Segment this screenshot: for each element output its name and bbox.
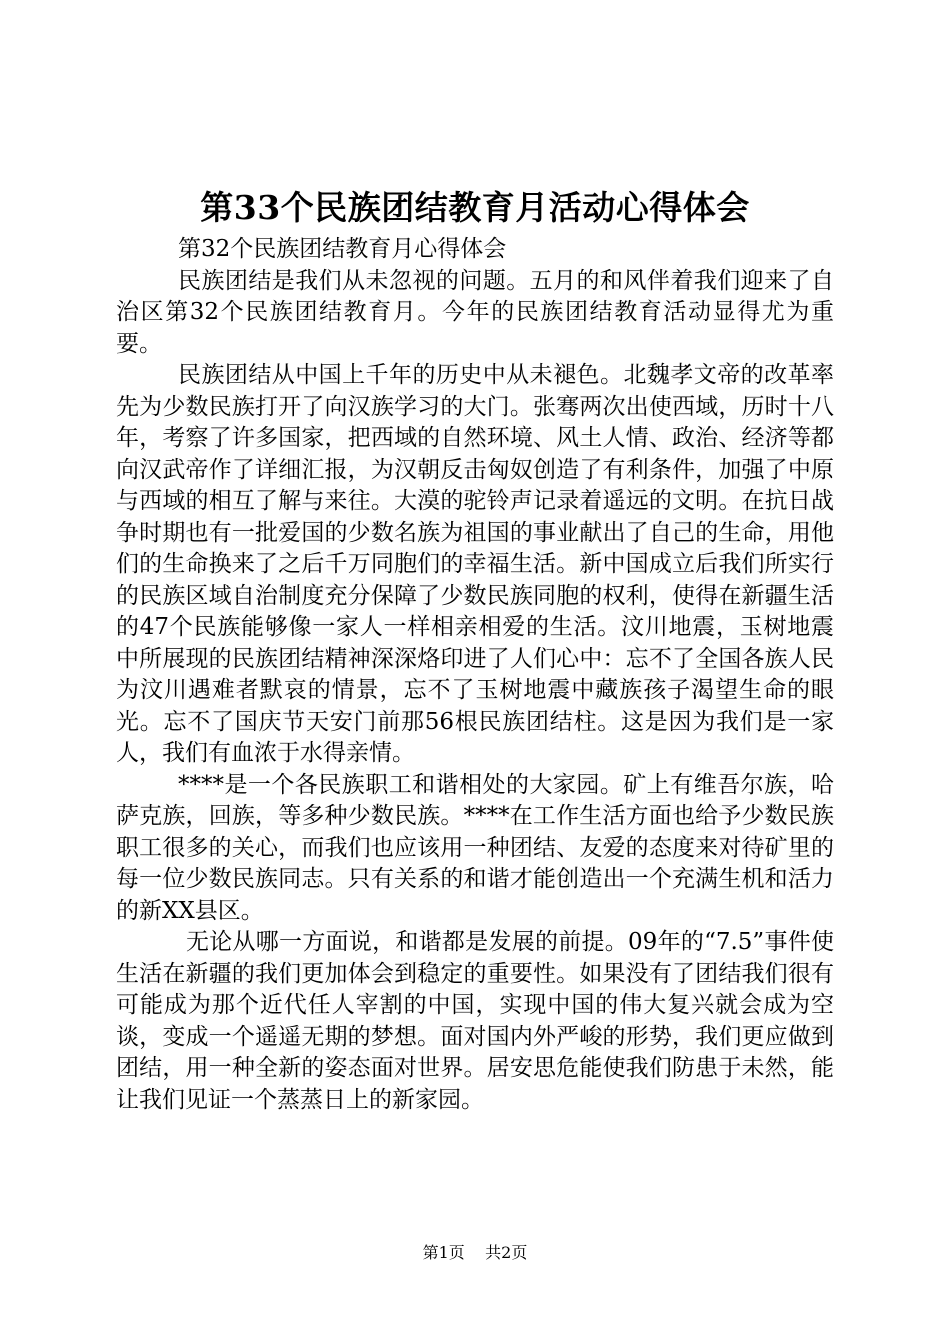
document-subtitle: 第32个民族团结教育月心得体会 <box>178 236 507 262</box>
page-footer <box>0 1241 950 1265</box>
page-title: 第33个民族团结教育月活动心得体会 <box>200 188 750 227</box>
paragraph-3: ****是一个各民族职工和谐相处的大家园。矿上有维吾尔族，哈萨克族，回族，等多种少数民族。****在工作生活方面也给予少数民族职工很多的关心，而我们也应该用一种团结、友爱的态度来对待矿里的每一位少数民族同志。只有关系的和谐才能创造出一个充满生机和活力的新XX县区。 <box>116 771 834 924</box>
document-body <box>116 234 834 1116</box>
paragraph-4: 无论从哪一方面说，和谐都是发展的前提。09年的“7.5”事件使生活在新疆的我们更加体会到稳定的重要性。如果没有了团结我们很有可能成为那个近代任人宰割的中国，实现中国的伟大复兴就会成为空谈，变成一个遥遥无期的梦想。面对国内外严峻的形势，我们更应做到团结，用一种全新的姿态面对世界。居安思危能使我们防患于未然，能让我们见证一个蒸蒸日上的新家园。 <box>116 929 834 1113</box>
page-spacer <box>470 1243 480 1262</box>
page-number: 第1页 <box>422 1243 465 1262</box>
paragraph-1: 民族团结是我们从未忽视的问题。五月的和风伴着我们迎来了自治区第32个民族团结教育月。今年的民族团结教育活动显得尤为重要。 <box>116 267 834 357</box>
paragraph-2: 民族团结从中国上千年的历史中从未褪色。北魏孝文帝的改革率先为少数民族打开了向汉族学习的大门。张骞两次出使西域，历时十八年，考察了许多国家，把西域的自然环境、风土人情、政治、经济等都向汉武帝作了详细汇报，为汉朝反击匈奴创造了有利条件，加强了中原与西域的相互了解与来往。大漠的驼铃声记录着遥远的文明。在抗日战争时期也有一批爱国的少数名族为祖国的事业献出了自己的生命，用他们的生命换来了之后千万同胞们的幸福生活。新中国成立后我们所实行的民族区域自治制度充分保障了少数民族同胞的权利，使得在新疆生活的47个民族能够像一家人一样相亲相爱的生活。汶川地震，玉树地震中所展现的民族团结精神深深烙印进了人们心中：忘不了全国各族人民为汶川遇难者默哀的情景，忘不了玉树地震中藏族孩子渴望生命的眼光。忘不了国庆节天安门前那56根民族团结柱。这是因为我们是一家人，我们有血浓于水得亲情。 <box>116 362 834 766</box>
page-total: 共2页 <box>485 1243 528 1262</box>
